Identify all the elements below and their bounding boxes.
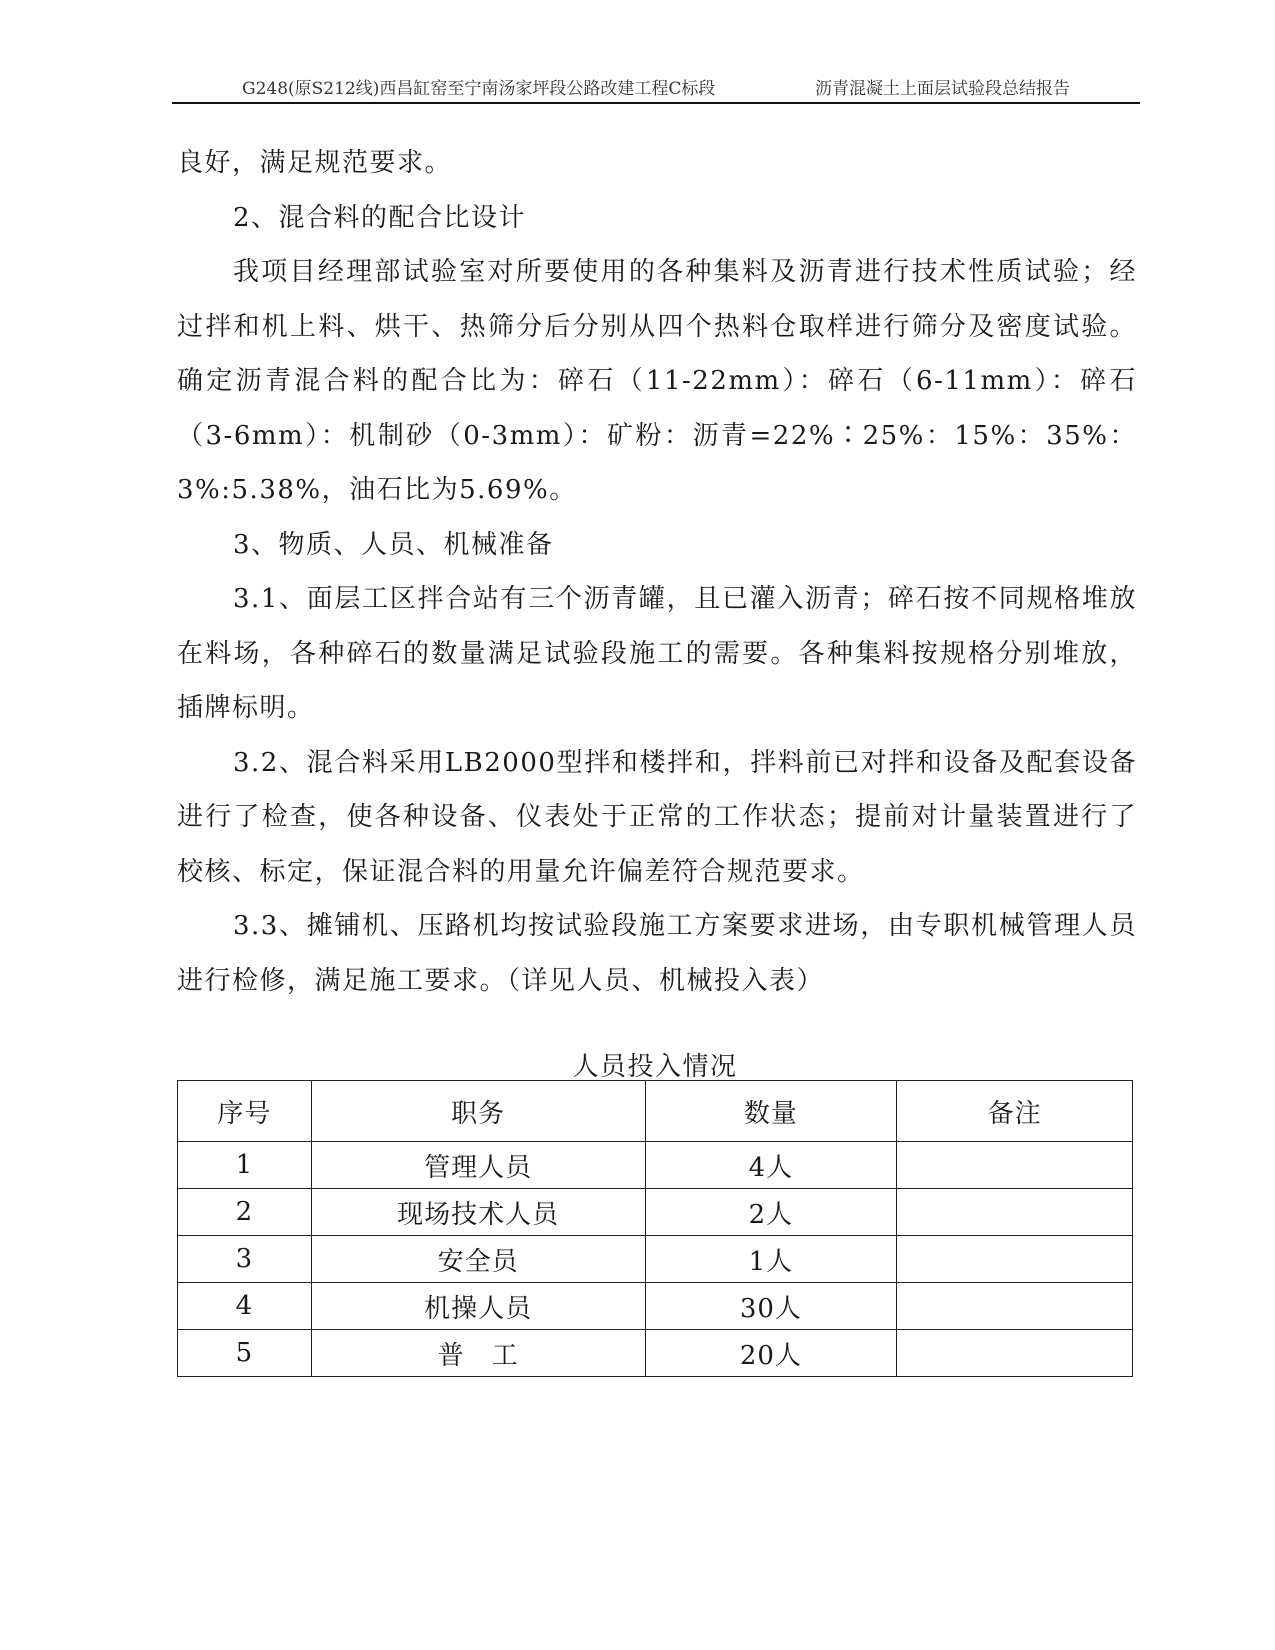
table-row	[178, 1330, 1133, 1377]
cell-remarks	[897, 1283, 1133, 1330]
cell-index: 1	[178, 1142, 312, 1189]
document-body	[177, 136, 1137, 1008]
header-remarks: 备注	[897, 1081, 1133, 1142]
cell-remarks	[897, 1189, 1133, 1236]
header-position: 职务	[311, 1081, 645, 1142]
page-header	[172, 72, 1140, 104]
cell-quantity: 30人	[645, 1283, 897, 1330]
header-project-title: G248(原S212线)西昌缸窑至宁南汤家坪段公路改建工程C标段	[242, 79, 716, 99]
paragraph-3-2: 3.2、混合料采用LB2000型拌和楼拌和，拌料前已对拌和设备及配套设备进行了检查，使各种设备、仪表处于正常的工作状态；提前对计量装置进行了校核、标定，保证混合料的用量允许偏差符合规范要求。	[177, 747, 1137, 887]
paragraph-3-3: 3.3、摊铺机、压路机均按试验段施工方案要求进场，由专职机械管理人员进行检修，满足施工要求。（详见人员、机械投入表）	[177, 911, 1137, 996]
table-caption: 人员投入情况	[572, 1052, 738, 1082]
section-heading-mix-design: 2、混合料的配合比设计	[233, 202, 527, 233]
table-row	[178, 1236, 1133, 1283]
paragraph-continuation: 良好，满足规范要求。	[177, 148, 453, 178]
cell-quantity: 2人	[645, 1189, 897, 1236]
cell-position: 机操人员	[311, 1283, 645, 1330]
section-heading-preparation: 3、物质、人员、机械准备	[233, 529, 554, 560]
header-index: 序号	[178, 1081, 312, 1142]
cell-index: 3	[178, 1236, 312, 1283]
paragraph-3-1: 3.1、面层工区拌合站有三个沥青罐，且已灌入沥青；碎石按不同规格堆放在料场，各种碎石的数量满足试验段施工的需要。各种集料按规格分别堆放，插牌标明。	[177, 584, 1137, 723]
cell-quantity: 1人	[645, 1236, 897, 1283]
cell-position: 安全员	[311, 1236, 645, 1283]
cell-index: 5	[178, 1330, 312, 1377]
cell-quantity: 4人	[645, 1142, 897, 1189]
table-row	[178, 1283, 1133, 1330]
table-row	[178, 1142, 1133, 1189]
cell-position: 现场技术人员	[311, 1189, 645, 1236]
table-row	[178, 1189, 1133, 1236]
paragraph-mix-design: 我项目经理部试验室对所要使用的各种集料及沥青进行技术性质试验；经过拌和机上料、烘干、热筛分后分别从四个热料仓取样进行筛分及密度试验。确定沥青混合料的配合比为：碎石（11-22mm）：碎石（6-11mm）：碎石（3-6mm）：机制砂（0-3mm）：矿粉：沥青=22%∶25%：15%：35%：3%:5.38%，油石比为5.69%。	[177, 257, 1137, 505]
table-header-row	[178, 1081, 1133, 1142]
header-quantity: 数量	[645, 1081, 897, 1142]
cell-remarks	[897, 1142, 1133, 1189]
personnel-table	[177, 1080, 1133, 1377]
cell-remarks	[897, 1330, 1133, 1377]
cell-remarks	[897, 1236, 1133, 1283]
cell-position: 普 工	[311, 1330, 645, 1377]
header-report-title: 沥青混凝土上面层试验段总结报告	[815, 79, 1070, 99]
cell-index: 2	[178, 1189, 312, 1236]
cell-quantity: 20人	[645, 1330, 897, 1377]
cell-position: 管理人员	[311, 1142, 645, 1189]
cell-index: 4	[178, 1283, 312, 1330]
